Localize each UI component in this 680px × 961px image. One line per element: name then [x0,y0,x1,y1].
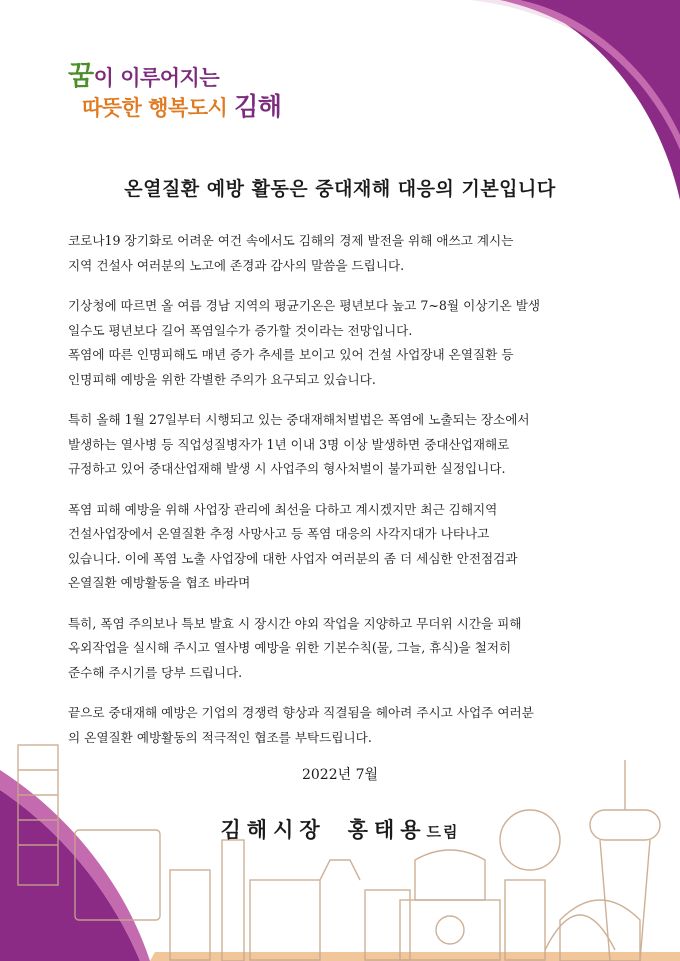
paragraph-line: 있습니다. 이에 폭염 노출 사업장에 대한 사업자 여러분의 좀 더 세심한 안전점검과 [68,550,518,566]
paragraph-line: 준수해 주시기를 당부 드립니다. [68,664,243,680]
logo-dream-glyph: 꿈 [68,61,94,92]
signature-title: 김해시장 [220,818,326,842]
signature [0,814,680,844]
paragraph-line: 특히, 폭염 주의보나 특보 발효 시 장시간 야외 작업을 지양하고 무더위 시간을 피해 [68,615,522,631]
logo-city-name: 김해 [234,92,282,121]
paragraph-line: 일수도 평년보다 길어 폭염일수가 증가할 것이라는 전망입니다. [68,322,413,338]
paragraph-line: 인명피해 예방을 위한 각별한 주의가 요구되고 있습니다. [68,371,376,387]
paragraph-line: 특히 올해 1월 27일부터 시행되고 있는 중대재해처벌법은 폭염에 노출되는 장소에서 [68,412,530,427]
letter-date: 2022년 7월 [301,767,379,783]
city-slogan-logo [68,62,281,122]
paragraph-line: 온열질환 예방활동을 협조 바라며 [68,575,251,590]
paragraph-line: 기상청에 따르면 올 여름 경남 지역의 평균기온은 평년보다 높고 7~8월 이상기온 발생 [68,298,541,313]
paragraph-line: 폭염 피해 예방을 위해 사업장 관리에 최선을 다하고 계시겠지만 최근 김해지역 [68,501,498,517]
body-paragraph [68,229,608,278]
body-paragraph [68,408,608,482]
paragraph-line: 옥외작업을 실시해 주시고 열사병 예방을 위한 기본수칙(물, 그늘, 휴식)을 철저히 [68,640,512,655]
body-paragraph [68,498,608,596]
body-paragraph [68,701,608,750]
paragraph-line: 건설사업장에서 온열질환 추정 사망사고 등 폭염 대응의 사각지대가 나타나고 [68,526,490,541]
body-paragraph [68,294,608,392]
paragraph-line: 폭염에 따른 인명피해도 매년 증가 추세를 보이고 있어 건설 사업장내 온열질환 등 [68,347,514,362]
signature-suffix: 드림 [426,823,460,841]
paragraph-line: 코로나19 장기화로 어려운 여건 속에서도 김해의 경제 발전을 위해 애쓰고 계시는 [68,233,514,248]
paragraph-line: 지역 건설사 여러분의 노고에 존경과 감사의 말씀을 드립니다. [68,257,405,273]
letter-title: 온열질환 예방 활동은 중대재해 대응의 기본입니다 [124,178,556,200]
paragraph-line: 의 온열질환 예방활동의 적극적인 협조를 부탁드립니다. [68,729,372,745]
logo-line2-text: 따뜻한 행복도시 [82,96,228,120]
signature-name: 홍태용 [347,818,427,842]
paragraph-line: 끝으로 중대재해 예방은 기업의 경쟁력 향상과 직결됨을 헤아려 주시고 사업주 여러분 [68,705,534,720]
letter-body [68,229,608,766]
body-paragraph [68,612,608,686]
logo-line1-text: 이 이루어지는 [93,66,220,90]
paragraph-line: 발생하는 열사병 등 직업성질병자가 1년 이내 3명 이상 발생하면 중대산업재해로 [68,436,510,452]
paragraph-line: 규정하고 있어 중대산업재해 발생 시 사업주의 형사처벌이 불가피한 실정입니다. [68,461,506,476]
